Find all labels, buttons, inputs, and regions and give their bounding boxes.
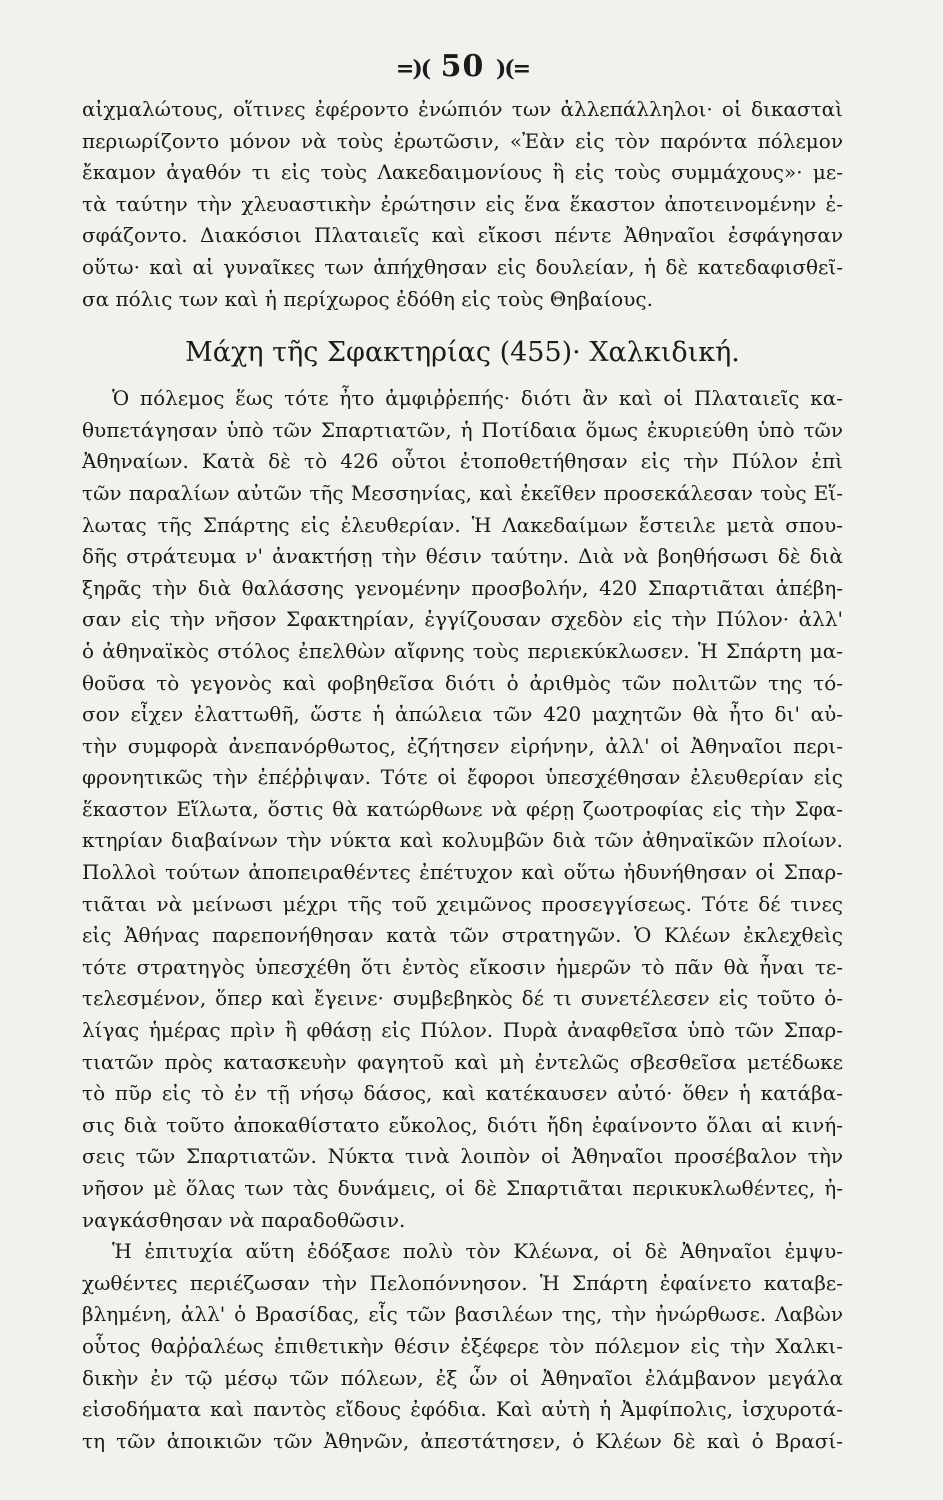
text-line: τιατῶν πρὸς κατασκευὴν φαγητοῦ καὶ μὴ ἐντελῶς σβεσθεῖσα μετέδωκε	[82, 1049, 843, 1074]
text-line: Ὁ πόλεμος ἕως τότε ἦτο ἀμφιῤῥεπής· διότι ἂν καὶ οἱ Πλαταιεῖς κα-	[112, 386, 843, 411]
text-line: τότε στρατηγὸς ὑπεσχέθη ὅτι ἐντὸς εἴκοσιν ἡμερῶν τὸ πᾶν θὰ ἦναι τε-	[82, 954, 843, 979]
paragraph-1	[82, 94, 843, 315]
text-line: οὕτω· καὶ αἱ γυναῖκες των ἀπήχθησαν εἰς δουλείαν, ἡ δὲ κατεδαφισθεῖ-	[82, 254, 843, 279]
text-line: σις διὰ τοῦτο ἀποκαθίστατο εὔκολος, διότι ἤδη ἐφαίνοντο ὅλαι αἱ κινή-	[82, 1112, 843, 1137]
paragraph-2	[82, 383, 843, 1236]
text-line: τὸ πῦρ εἰς τὸ ἐν τῇ νήσῳ δάσος, καὶ κατέκαυσεν αὐτό· ὅθεν ἡ κατάβα-	[82, 1081, 843, 1106]
text-line: λωτας τῆς Σπάρτης εἰς ἐλευθερίαν. Ἡ Λακεδαίμων ἔστειλε μετὰ σπου-	[82, 512, 843, 537]
text-line: περιωρίζοντο μόνον νὰ τοὺς ἐρωτῶσιν, «Ἐὰν εἰς τὸν παρόντα πόλεμον	[82, 128, 843, 153]
section-heading: Μάχη τῆς Σφακτηρίας (455)· Χαλκιδική.	[185, 337, 740, 369]
text-line: νῆσον μὲ ὅλας των τὰς δυνάμεις, οἱ δὲ Σπαρτιᾶται περικυκλωθέντες, ἠ-	[82, 1176, 843, 1200]
text-line: εἰς Ἀθήνας παρεπονήθησαν κατὰ τῶν στρατηγῶν. Ὁ Κλέων ἐκλεχθεὶς	[82, 923, 843, 948]
text-line: σον εἶχεν ἐλαττωθῆ, ὥστε ἡ ἀπώλεια τῶν 420 μαχητῶν θὰ ἦτο δι' αὐ-	[82, 702, 843, 727]
page-number: 50	[440, 49, 485, 84]
text-line: τελεσμένον, ὅπερ καὶ ἔγεινε· συμβεβηκὸς δέ τι συνετέλεσεν εἰς τοῦτο ὀ-	[82, 986, 843, 1011]
text-line: αἰχμαλώτους, οἵτινες ἐφέροντο ἐνώπιόν των ἀλλεπάλληλοι· οἱ δικασταὶ	[82, 97, 843, 121]
text-line: Πολλοὶ τούτων ἀποπειραθέντες ἐπέτυχον καὶ οὕτω ἠδυνήθησαν οἱ Σπαρ-	[82, 860, 843, 885]
text-line: δῆς στράτευμα ν' ἀνακτήσῃ τὴν θέσιν ταύτην. Διὰ νὰ βοηθήσωσι δὲ διὰ	[82, 544, 843, 569]
text-line: σεις τῶν Σπαρτιατῶν. Νύκτα τινὰ λοιπὸν οἱ Ἀθηναῖοι προσέβαλον τὴν	[82, 1144, 843, 1169]
text-line: τὰ ταύτην τὴν χλευαστικὴν ἐρώτησιν εἰς ἕνα ἕκαστον ἀποτεινομένην ἐ-	[82, 191, 843, 216]
text-line: Ἡ ἐπιτυχία αὕτη ἐδόξασε πολὺ τὸν Κλέωνα, οἱ δὲ Ἀθηναῖοι ἐμψυ-	[112, 1239, 843, 1264]
text-line: σα πόλις των καὶ ἡ περίχωρος ἐδόθη εἰς τοὺς Θηβαίους.	[82, 286, 653, 311]
text-line: θοῦσα τὸ γεγονὸς καὶ φοβηθεῖσα διότι ὁ ἀριθμὸς τῶν πολιτῶν της τό-	[82, 670, 843, 695]
text-line: δικὴν ἐν τῷ μέσῳ τῶν πόλεων, ἐξ ὧν οἱ Ἀθηναῖοι ἐλάμβανον μεγάλα	[82, 1365, 843, 1390]
text-line: τη τῶν ἀποικιῶν τῶν Ἀθηνῶν, ἀπεστάτησεν, ὁ Κλέων δὲ καὶ ὁ Βρασί-	[82, 1428, 843, 1453]
text-line: χωθέντες περιέζωσαν τὴν Πελοπόννησον. Ἡ Σπάρτη ἐφαίνετο καταβε-	[82, 1270, 843, 1295]
text-line: ἕκαστον Εἵλωτα, ὅστις θὰ κατώρθωνε νὰ φέρῃ ζωοτροφίας εἰς τὴν Σφα-	[82, 796, 843, 821]
page-header	[82, 40, 843, 94]
text-line: θυπετάγησαν ὑπὸ τῶν Σπαρτιατῶν, ἡ Ποτίδαια ὅμως ἐκυριεύθη ὑπὸ τῶν	[82, 417, 843, 442]
text-line: λίγας ἡμέρας πρὶν ἢ φθάσῃ εἰς Πύλον. Πυρὰ ἀναφθεῖσα ὑπὸ τῶν Σπαρ-	[82, 1018, 843, 1043]
text-line: οὗτος θαῤῥαλέως ἐπιθετικὴν θέσιν ἐξέφερε τὸν πόλεμον εἰς τὴν Χαλκι-	[82, 1333, 843, 1358]
text-line: ὁ ἀθηναϊκὸς στόλος ἐπελθὼν αἴφνης τοὺς περιεκύκλωσεν. Ἡ Σπάρτη μα-	[82, 638, 843, 663]
text-line: εἰσοδήματα καὶ παντὸς εἴδους ἐφόδια. Καὶ αὐτὴ ἡ Ἀμφίπολις, ἰσχυροτά-	[82, 1397, 843, 1422]
text-line: ναγκάσθησαν νὰ παραδοθῶσιν.	[82, 1207, 406, 1232]
text-line: σφάζοντο. Διακόσιοι Πλαταιεῖς καὶ εἴκοσι πέντε Ἀθηναῖοι ἐσφάγησαν	[82, 223, 843, 248]
text-line: τὴν συμφορὰ ἀνεπανόρθωτος, ἐζήτησεν εἰρήνην, ἀλλ' οἱ Ἀθηναῖοι περι-	[82, 733, 843, 758]
text-line: σαν εἰς τὴν νῆσον Σφακτηρίαν, ἐγγίζουσαν σχεδὸν εἰς τὴν Πύλον· ἀλλ'	[82, 607, 843, 632]
paragraph-3	[82, 1236, 843, 1457]
text-line: τῶν παραλίων αὐτῶν τῆς Μεσσηνίας, καὶ ἐκεῖθεν προσεκάλεσαν τοὺς Εἵ-	[82, 480, 843, 505]
text-line: βλημένη, ἀλλ' ὁ Βρασίδας, εἷς τῶν βασιλέων της, τὴν ἠνώρθωσε. Λαβὼν	[82, 1302, 843, 1327]
text-line: Ἀθηναίων. Κατὰ δὲ τὸ 426 οὗτοι ἐτοποθετήθησαν εἰς τὴν Πύλον ἐπὶ	[82, 449, 843, 474]
text-line: κτηρίαν διαβαίνων τὴν νύκτα καὶ κολυμβῶν διὰ τῶν ἀθηναϊκῶν πλοίων.	[82, 828, 843, 853]
text-line: φρονητικῶς τὴν ἐπέῤῥιψαν. Τότε οἱ ἔφοροι ὑπεσχέθησαν ἐλευθερίαν εἰς	[82, 765, 843, 790]
header-ornament-right: )(=	[495, 56, 530, 82]
text-line: τιᾶται νὰ μείνωσι μέχρι τῆς τοῦ χειμῶνος προσεγγίσεως. Τότε δέ τινες	[82, 891, 843, 916]
header-ornament-left: =)(	[395, 56, 430, 82]
text-line: ξηρᾶς τὴν διὰ θαλάσσης γενομένην προσβολήν, 420 Σπαρτιᾶται ἀπέβη-	[82, 575, 843, 600]
text-line: ἔκαμον ἀγαθόν τι εἰς τοὺς Λακεδαιμονίους ἢ εἰς τοὺς συμμάχους»· με-	[82, 160, 843, 185]
